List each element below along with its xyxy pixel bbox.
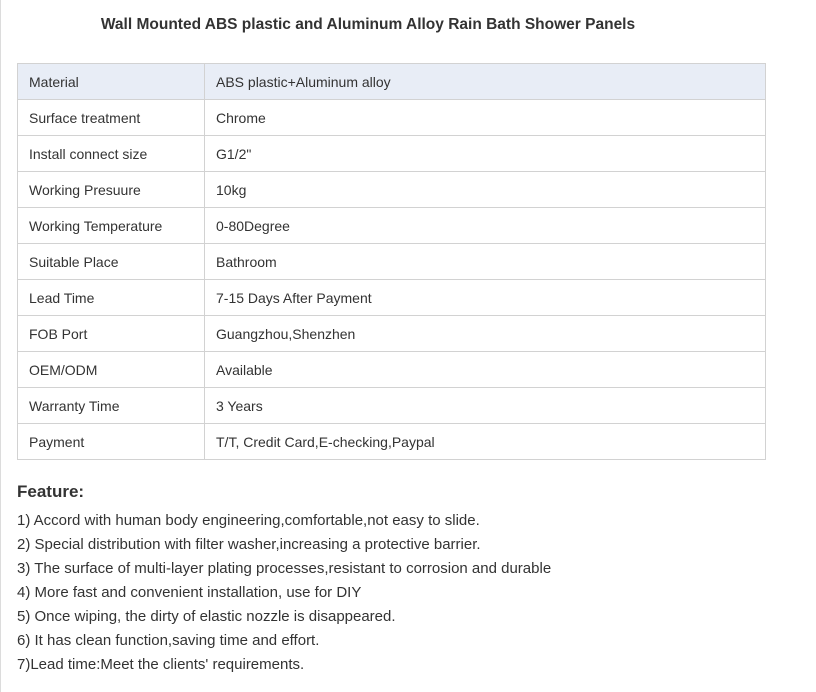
page-title: Wall Mounted ABS plastic and Aluminum Alloy Rain Bath Shower Panels bbox=[100, 16, 636, 33]
spec-name: Working Temperature bbox=[18, 208, 205, 244]
spec-value: 10kg bbox=[205, 172, 766, 208]
feature-item: 4) More fast and convenient installation, use for DIY bbox=[17, 584, 362, 601]
feature-item: 6) It has clean function,saving time and effort. bbox=[17, 632, 320, 649]
table-row bbox=[18, 100, 766, 136]
spec-value: 3 Years bbox=[205, 388, 766, 424]
spec-table bbox=[17, 63, 766, 460]
spec-name: Suitable Place bbox=[18, 244, 205, 280]
page-left-border bbox=[0, 0, 1, 692]
spec-name: OEM/ODM bbox=[18, 352, 205, 388]
spec-value: ABS plastic+Aluminum alloy bbox=[205, 64, 766, 100]
spec-value: 7-15 Days After Payment bbox=[205, 280, 766, 316]
table-row bbox=[18, 424, 766, 460]
spec-name: FOB Port bbox=[18, 316, 205, 352]
spec-name: Surface treatment bbox=[18, 100, 205, 136]
table-row bbox=[18, 208, 766, 244]
spec-name: Working Presuure bbox=[18, 172, 205, 208]
spec-name: Warranty Time bbox=[18, 388, 205, 424]
feature-item: 3) The surface of multi-layer plating processes,resistant to corrosion and durable bbox=[17, 560, 552, 577]
feature-item: 7)Lead time:Meet the clients' requirements. bbox=[17, 656, 305, 673]
feature-item: 2) Special distribution with filter washer,increasing a protective barrier. bbox=[17, 536, 481, 553]
table-row bbox=[18, 388, 766, 424]
spec-value: Chrome bbox=[205, 100, 766, 136]
spec-name: Lead Time bbox=[18, 280, 205, 316]
feature-item: 5) Once wiping, the dirty of elastic nozzle is disappeared. bbox=[17, 608, 396, 625]
spec-name: Payment bbox=[18, 424, 205, 460]
spec-value: G1/2" bbox=[205, 136, 766, 172]
table-row bbox=[18, 244, 766, 280]
spec-value: T/T, Credit Card,E-checking,Paypal bbox=[205, 424, 766, 460]
spec-value: Bathroom bbox=[205, 244, 766, 280]
feature-heading: Feature: bbox=[17, 482, 85, 501]
table-row bbox=[18, 136, 766, 172]
spec-value: 0-80Degree bbox=[205, 208, 766, 244]
spec-name: Material bbox=[18, 64, 205, 100]
feature-item: 1) Accord with human body engineering,comfortable,not easy to slide. bbox=[17, 512, 480, 529]
table-row bbox=[18, 280, 766, 316]
table-row bbox=[18, 64, 766, 100]
table-row bbox=[18, 172, 766, 208]
spec-name: Install connect size bbox=[18, 136, 205, 172]
table-row bbox=[18, 316, 766, 352]
spec-value: Guangzhou,Shenzhen bbox=[205, 316, 766, 352]
spec-value: Available bbox=[205, 352, 766, 388]
table-row bbox=[18, 352, 766, 388]
feature-list bbox=[17, 509, 551, 677]
